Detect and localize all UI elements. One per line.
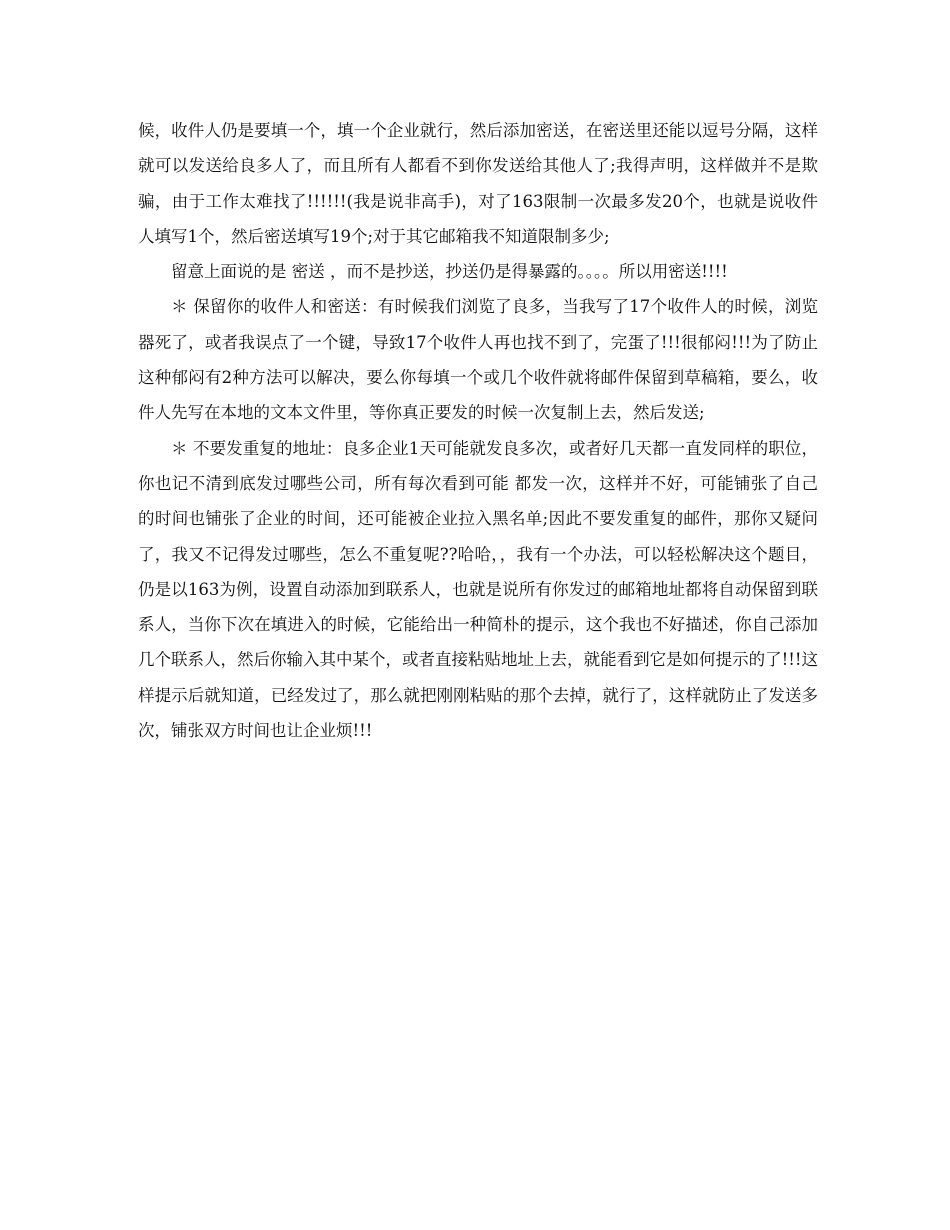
paragraph-bcc-note: 留意上面说的是 密送 ，而不是抄送，抄送仍是得暴露的。。。。所以用密送!!!!: [171, 262, 728, 282]
paragraph-recipients-bcc: 候，收件人仍是要填一个，填一个企业就行，然后添加密送，在密送里还能以逗号分隔，这样就可以发送给良多人了，而且所有人都看不到你发送给其他人了;我得声明，这样做并不是欺骗，由于工作太难找了!!!!!!(我是说非高手)，对了163限制一次最多发20个，也就是说收件人填写1个，然后密送填写19个;对于其它邮箱我不知道限制多少;: [138, 121, 818, 246]
document-body: [138, 113, 818, 748]
paragraph-no-duplicates: ＊ 不要发重复的地址：良多企业1天可能就发良多次，或者好几天都一直发同样的职位，你也记不清到底发过哪些公司，所有每次看到可能 都发一次，这样并不好，可能铺张了自己的时间也铺张了企业的时间，还可能被企业拉入黑名单;因此不要发重复的邮件，那你又疑问了，我又不记得发过哪些，怎么不重复呢??哈哈，，我有一个办法，可以轻松解决这个题目，仍是以163为例，设置自动添加到联系人，也就是说所有你发过的邮箱地址都将自动保留到联系人，当你下次在填进入的时候，它能给出一种简朴的提示，这个我也不好描述，你自己添加几个联系人，然后你输入其中某个，或者直接粘贴地址上去，就能看到它是如何提示的了!!!这样提示后就知道，已经发过了，那么就把刚刚粘贴的那个去掉，就行了，这样就防止了发送多次，铺张双方时间也让企业烦!!!: [138, 438, 818, 741]
paragraph-save-recipients: ＊ 保留你的收件人和密送：有时候我们浏览了良多，当我写了17个收件人的时候，浏览器死了，或者我误点了一个键，导致17个收件人再也找不到了，完蛋了!!!很郁闷!!!为了防止这种郁闷有2种方法可以解决，要么你每填一个或几个收件就将邮件保留到草稿箱，要么，收件人先写在本地的文本文件里，等你真正要发的时候一次复制上去，然后发送;: [138, 297, 818, 423]
